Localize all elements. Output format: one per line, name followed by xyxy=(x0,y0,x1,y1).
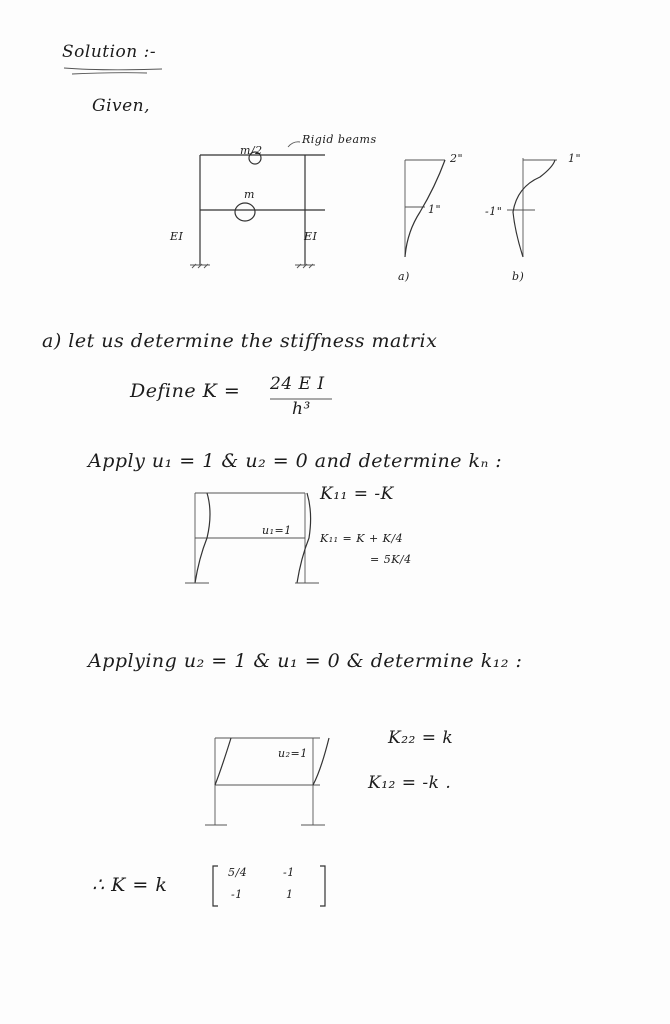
mid-mass xyxy=(235,203,255,221)
rigid-beams-label: Rigid beams xyxy=(302,133,377,146)
shape-a-top-value: 2" xyxy=(450,152,464,165)
step2-instruction: Applying u₂ = 1 & u₁ = 0 & determine k₁₂ : xyxy=(88,650,523,672)
mass-top-label: m/2 xyxy=(240,144,263,157)
step2-k22: K₂₂ = k xyxy=(388,728,454,748)
define-k-label: Define K = xyxy=(130,380,241,402)
mode-b-label: b) xyxy=(512,270,525,283)
define-k-denominator: h³ xyxy=(292,399,311,419)
step2-u-label: u₂=1 xyxy=(278,747,308,760)
given-label: Given, xyxy=(92,96,151,116)
define-k-numerator: 24 E I xyxy=(270,374,325,394)
shape-b-top-value: 1" xyxy=(568,152,582,165)
part-a-intro: a) let us determine the stiffness matrix xyxy=(42,330,438,352)
matrix-m21: -1 xyxy=(231,888,243,901)
mode-a-label: a) xyxy=(398,270,410,283)
two-story-frame-diagram xyxy=(180,135,360,275)
ei-left-label: EI xyxy=(170,230,184,243)
left-support xyxy=(190,264,210,268)
right-support xyxy=(295,264,315,268)
mode-shape-b xyxy=(495,152,575,272)
step1-k21: K₁₁ = -K xyxy=(320,484,394,504)
rigid-arrow xyxy=(288,142,300,147)
step1-u-label: u₁=1 xyxy=(262,524,292,537)
matrix-m22: 1 xyxy=(286,888,294,901)
ei-right-label: EI xyxy=(304,230,318,243)
matrix-m11: 5/4 xyxy=(228,866,248,879)
solution-heading: Solution :- xyxy=(62,42,157,62)
deformed-frame-step1 xyxy=(185,488,335,598)
step2-k12: K₁₂ = -k . xyxy=(368,773,452,793)
step1-k11: K₁₁ = K + K/4 xyxy=(320,532,404,545)
shape-a-mid-value: 1" xyxy=(428,203,442,216)
matrix-m12: -1 xyxy=(283,866,295,879)
result-therefore: ∴ K = k xyxy=(92,874,168,896)
mass-mid-label: m xyxy=(244,188,255,201)
shape-b-mid-value: -1" xyxy=(485,205,503,218)
deformed-frame-step2 xyxy=(205,730,345,840)
solution-underline xyxy=(62,66,182,76)
step1-instruction: Apply u₁ = 1 & u₂ = 0 and determine kₙ : xyxy=(88,450,503,472)
step1-k11-result: = 5K/4 xyxy=(370,553,412,566)
